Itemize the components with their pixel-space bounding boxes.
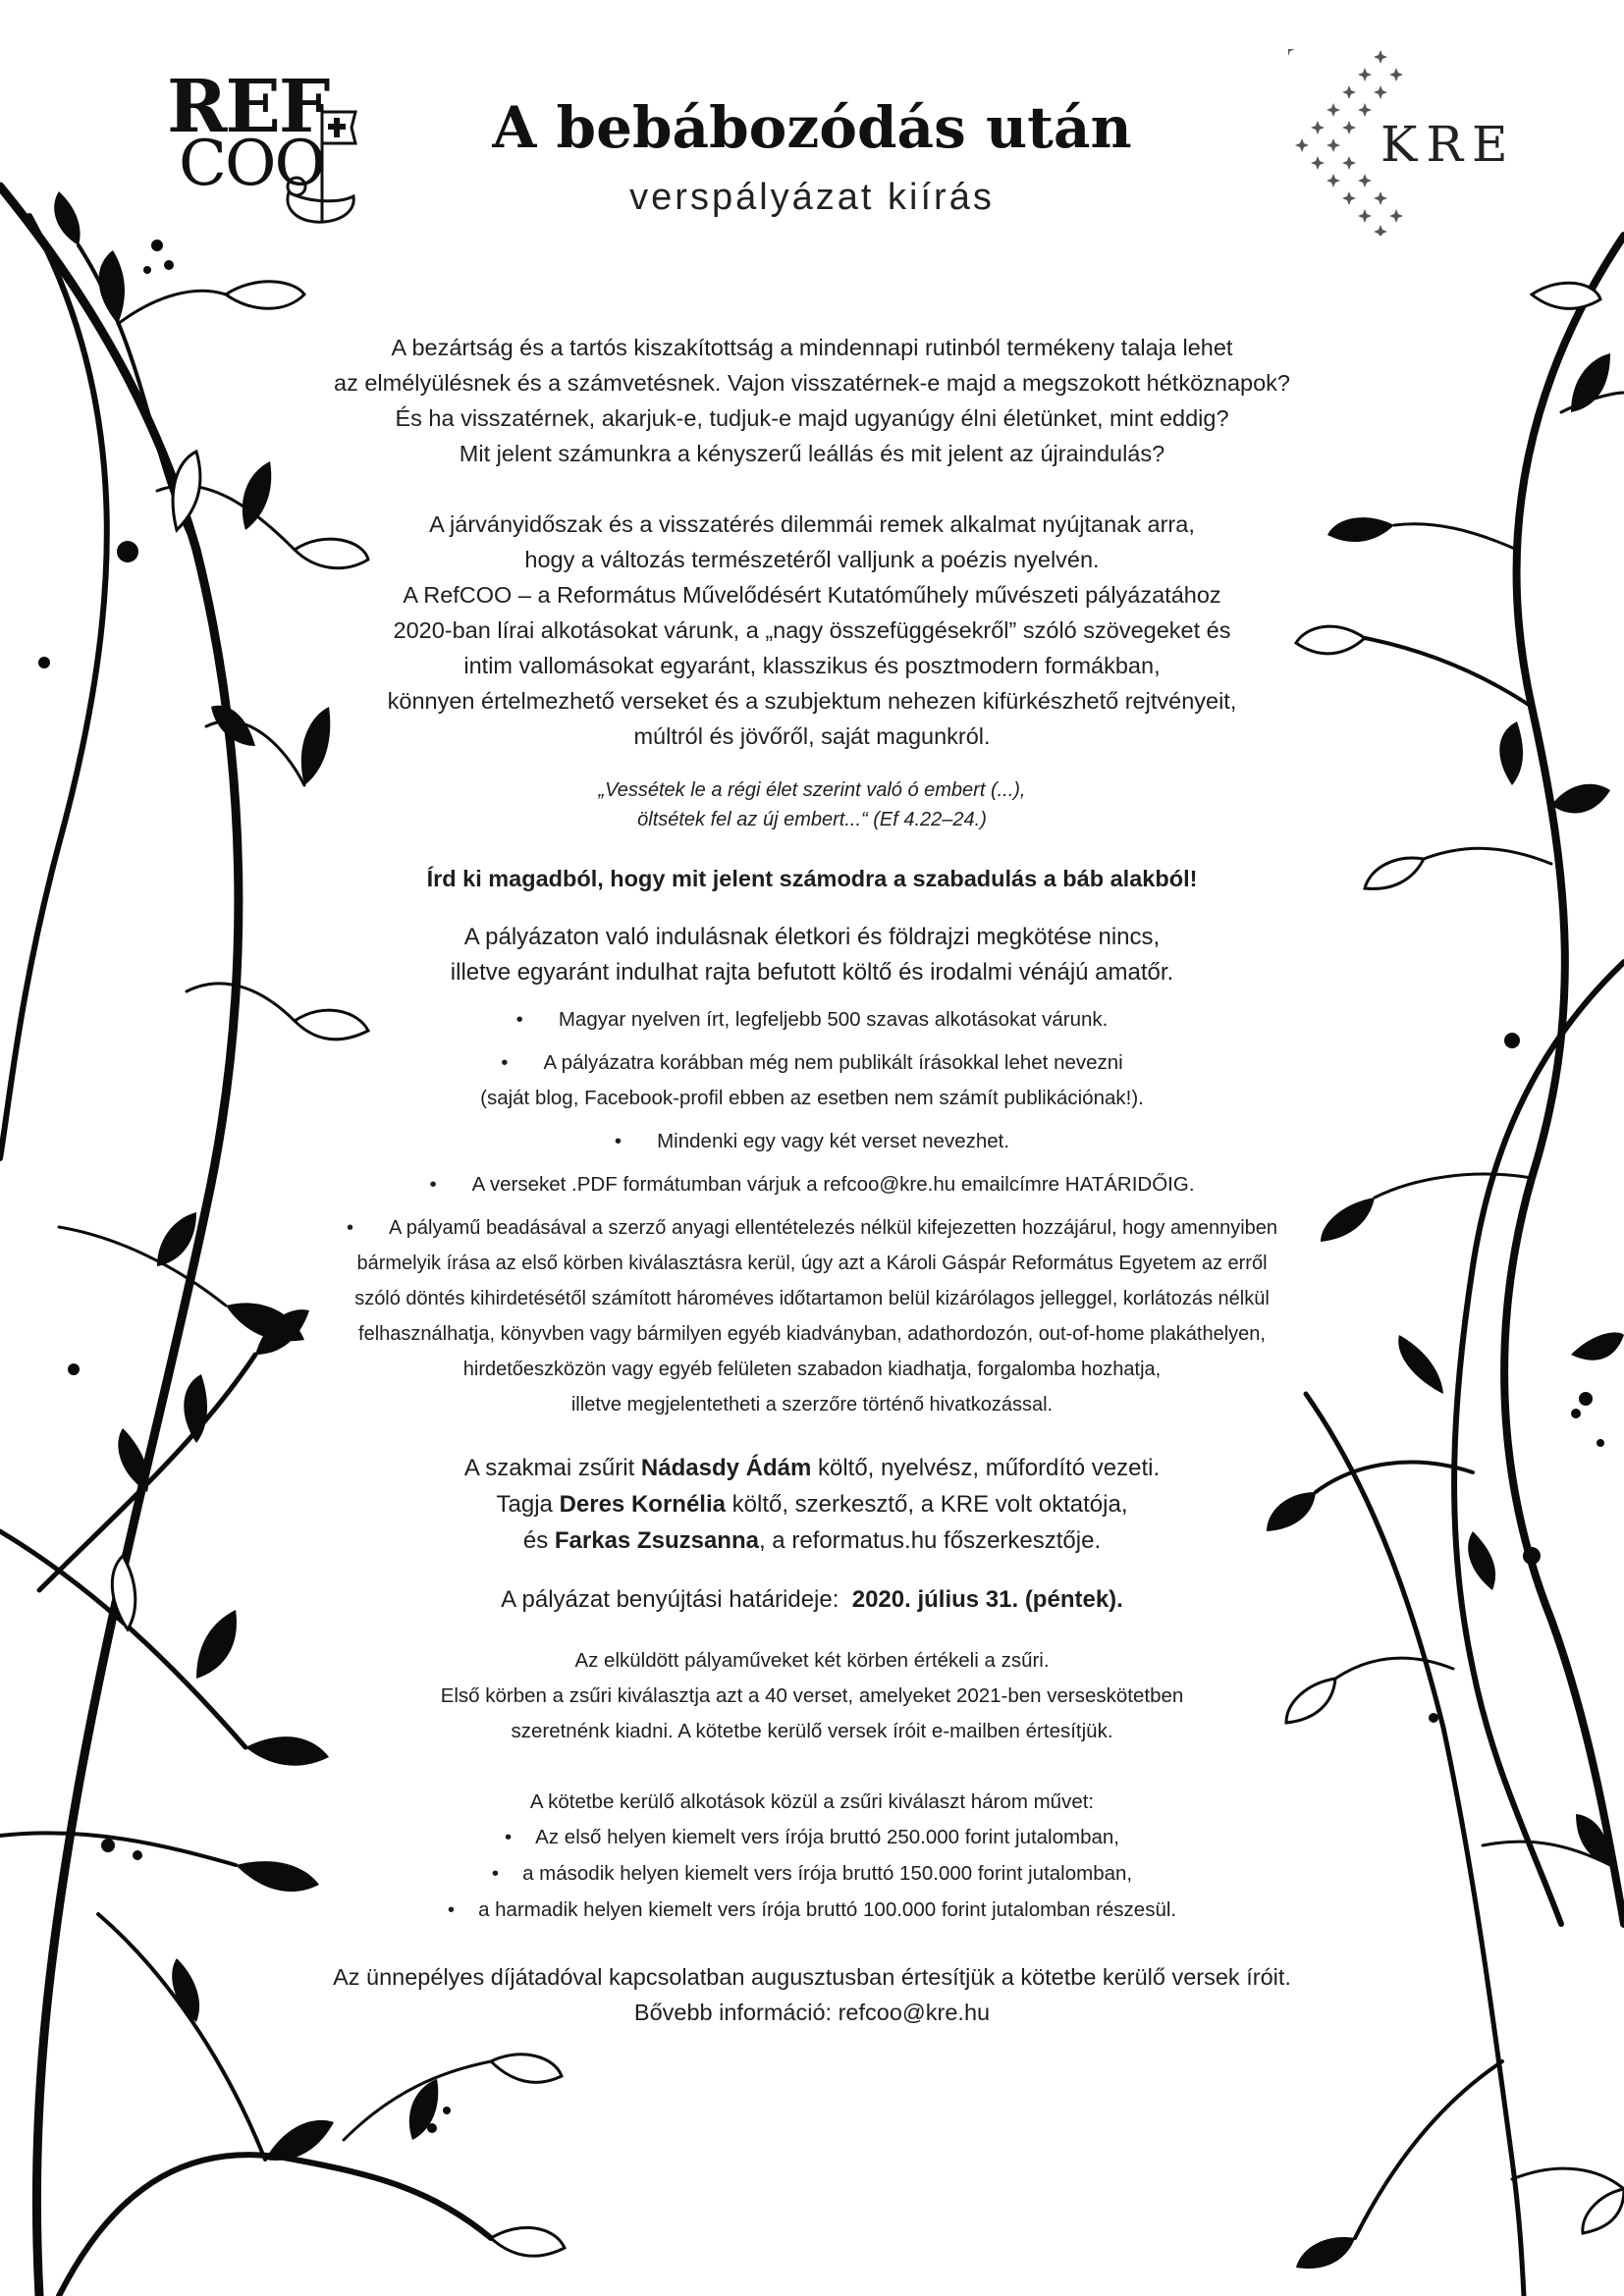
- intro2-line: 2020-ban lírai alkotásokat várunk, a „nagy összefüggésekről” szóló szövegeket és: [393, 617, 1231, 643]
- rule-item: [216, 1210, 1408, 1422]
- jury-text: költő, szerkesztő, a KRE volt oktatója,: [725, 1491, 1128, 1518]
- rule-item: [216, 1002, 1408, 1038]
- jury-paragraph: [216, 1450, 1408, 1559]
- intro2-line: múltról és jövőről, saját magunkról.: [633, 723, 991, 749]
- refcoo-logo-line1: REF: [167, 65, 329, 149]
- intro2-line: intim vallomásokat egyaránt, klasszikus és posztmodern formákban,: [463, 653, 1161, 678]
- rule-line: szóló döntés kihirdetésétől számított hároméves időtartamon belül kizárólagos jelleggel, korlátozás nélkül: [354, 1288, 1270, 1309]
- rule-line: hirdetőeszközön vagy egyéb felületen szabadon kiadhatja, forgalomba hozhatja,: [462, 1359, 1162, 1380]
- intro2-line: könnyen értelmezhető verseket és a szubjektum nehezen kifürkészhető rejtvényeit,: [387, 688, 1237, 714]
- jury-text: , a reformatus.hu főszerkesztője.: [758, 1527, 1102, 1554]
- rule-line: • A verseket .PDF formátumban várjuk a refcoo@kre.hu emailcímre HATÁRIDŐIG.: [216, 1167, 1408, 1202]
- prize-item: • a harmadik helyen kiemelt vers írója bruttó 100.000 forint jutalomban részesül.: [216, 1893, 1408, 1928]
- intro2-line: hogy a változás természetéről valljunk a poézis nyelvén.: [524, 547, 1100, 572]
- rules-list: [216, 1002, 1408, 1422]
- intro2-line: A járványidőszak és a visszatérés dilemmái remek alkalmat nyújtanak arra,: [429, 511, 1195, 537]
- intro-paragraph: [216, 330, 1408, 471]
- prize-item: • a második helyen kiemelt vers írója bruttó 150.000 forint jutalomban,: [216, 1856, 1408, 1892]
- intro-line: És ha visszatérnek, akarjuk-e, tudjuk-e majd ugyanúgy élni életünket, mint eddig?: [395, 405, 1229, 431]
- bible-quote: [216, 775, 1408, 834]
- evaluation-line: Első körben a zsűri kiválasztja azt a 40 verset, amelyeket 2021-ben verseskötetben: [440, 1684, 1184, 1707]
- jury-text: A szakmai zsűrit: [463, 1455, 641, 1481]
- eligibility-line: illetve egyaránt indulhat rajta befutott költő és irodalmi vénájú amatőr.: [450, 959, 1174, 986]
- rule-line: illetve megjelentetheti a szerzőre történő hivatkozással.: [570, 1394, 1054, 1415]
- evaluation-line: Az elküldött pályaműveket két körben értékeli a zsűri.: [574, 1649, 1050, 1672]
- deadline-line: [216, 1586, 1408, 1614]
- jury-text: Tagja: [496, 1491, 560, 1518]
- rule-line: • Magyar nyelven írt, legfeljebb 500 szavas alkotásokat várunk.: [216, 1002, 1408, 1038]
- intro2-paragraph: [216, 507, 1408, 754]
- contact-line: Bővebb információ: refcoo@kre.hu: [633, 2000, 991, 2025]
- kre-logo-text: KRE: [1380, 116, 1517, 173]
- jury-member-name: Deres Kornélia: [559, 1491, 726, 1518]
- closing-paragraph: [216, 1959, 1408, 2030]
- intro-line: A bezártság és a tartós kiszakítottság a mindennapi rutinból termékeny talaja lehet: [391, 335, 1233, 360]
- eligibility-line: A pályázaton való indulásnak életkori és földrajzi megkötése nincs,: [463, 924, 1161, 950]
- jury-member-name: Farkas Zsuzsanna: [554, 1527, 759, 1554]
- closing-line: Az ünnepélyes díjátadóval kapcsolatban augusztusban értesítjük a kötetbe kerülő versek íróit.: [333, 1964, 1291, 1990]
- evaluation-line: szeretnénk kiadni. A kötetbe kerülő versek íróit e-mailben értesítjük.: [511, 1720, 1113, 1742]
- rule-line: • A pályázatra korábban még nem publikált írásokkal lehet nevezni: [216, 1045, 1408, 1081]
- prizes-intro: A kötetbe kerülő alkotások közül a zsűri kiválaszt három művet:: [529, 1790, 1095, 1813]
- deadline-date: 2020. július 31. (péntek).: [851, 1586, 1123, 1613]
- page-title: A bebábozódás után: [492, 94, 1132, 161]
- intro2-line: A RefCOO – a Református Művelődésért Kutatóműhely művészeti pályázatához: [403, 582, 1221, 608]
- quote-line: „Vessétek le a régi élet szerint való ó embert (...),: [598, 779, 1026, 801]
- rule-line: (saját blog, Facebook-profil ebben az esetben nem számít publikációnak!).: [480, 1087, 1144, 1109]
- call-to-action: Írd ki magadból, hogy mit jelent számodra a szabadulás a báb alakból!: [426, 866, 1198, 891]
- jury-text: és: [522, 1527, 555, 1554]
- rule-item: [216, 1124, 1408, 1159]
- eligibility-paragraph: [216, 920, 1408, 990]
- intro-line: az elmélyülésnek és a számvetésnek. Vajon visszatérnek-e majd a megszokott hétköznapok?: [334, 370, 1290, 396]
- prizes-list: [216, 1820, 1408, 1928]
- rule-line: bármelyik írása az első körben kiválasztásra kerül, úgy azt a Károli Gáspár Református Egyetem az erről: [356, 1253, 1268, 1274]
- intro-line: Mit jelent számunkra a kényszerű leállás és mit jelent az újraindulás?: [459, 441, 1165, 466]
- rule-item: [216, 1045, 1408, 1116]
- page-subtitle: verspályázat kiírás: [629, 177, 995, 218]
- rule-line: felhasználhatja, könyvben vagy bármilyen egyéb kiadványban, adathordozón, out-of-home plakáthelyen,: [358, 1323, 1266, 1345]
- rule-item: [216, 1167, 1408, 1202]
- jury-chair-name: Nádasdy Ádám: [640, 1455, 812, 1481]
- refcoo-logo-line2: COO: [179, 128, 324, 200]
- quote-line: öltsétek fel az új embert...“ (Ef 4.22–24.): [637, 809, 987, 830]
- rule-line: • Mindenki egy vagy két verset nevezhet.: [216, 1124, 1408, 1159]
- jury-text: költő, nyelvész, műfordító vezeti.: [811, 1455, 1161, 1481]
- rule-line: • A pályamű beadásával a szerző anyagi ellentételezés nélkül kifejezetten hozzájárul, hogy amennyiben: [216, 1210, 1408, 1246]
- evaluation-paragraph: [216, 1643, 1408, 1749]
- announcement-body: [216, 330, 1408, 2030]
- deadline-label: A pályázat benyújtási határideje:: [501, 1586, 852, 1613]
- prize-item: • Az első helyen kiemelt vers írója bruttó 250.000 forint jutalomban,: [216, 1820, 1408, 1855]
